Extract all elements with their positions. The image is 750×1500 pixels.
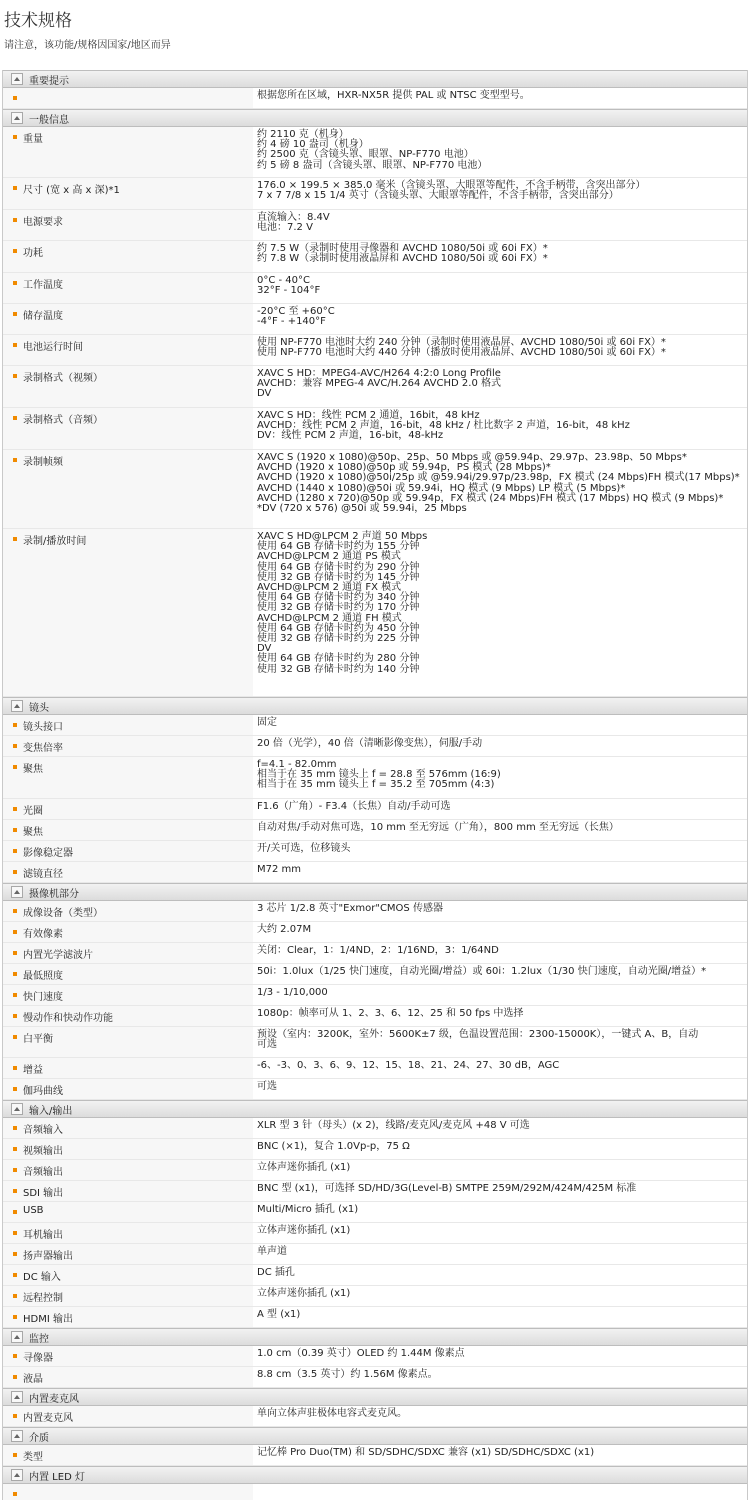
spec-row [3,127,747,178]
spec-label: 有效像素 [3,922,253,942]
spec-value-line: 直流输入：8.4V [257,212,330,223]
spec-value [253,366,747,407]
spec-row [3,862,747,883]
section-header[interactable] [3,883,747,901]
spec-label: 视频输出 [3,1139,253,1159]
spec-value-line: AVCHD：兼容 MPEG-4 AVC/H.264 AVCHD 2.0 格式 [257,378,501,390]
spec-label: 变焦倍率 [3,736,253,756]
spec-value-line: 立体声迷你插孔 (x1) [257,1162,351,1173]
spec-value-line: 50i：1.0lux（1/25 快门速度，自动光圈/增益）或 60i：1.2lux（1/30 快门速度，自动光圈/增益）* [257,966,707,977]
spec-value-line: AVCHD：线性 PCM 2 声道，16-bit，48 kHz / 杜比数字 2 声道，16-bit，48 kHz [257,420,630,432]
spec-value-line: AVCHD@LPCM 2 通道 FX 模式 [257,582,402,594]
spec-value-line: 使用 NP-F770 电池时大约 440 分钟（播放时使用液晶屏、AVCHD 1080/50i 或 60i FX）* [257,347,666,359]
spec-value-line: 使用 32 GB 存储卡时约为 225 分钟 [257,633,420,645]
spec-value-line: 立体声迷你插孔 (x1) [257,1225,351,1236]
spec-label: 功耗 [3,241,253,272]
page-note: 请注意，该功能/规格因国家/地区而异 [4,40,171,51]
section-title: 内置麦克风 [29,1393,79,1405]
collapse-arrow-icon[interactable] [11,1430,23,1442]
spec-table [2,70,748,1500]
spec-value [253,964,747,984]
spec-row [3,88,747,109]
spec-value-line: AVCHD@LPCM 2 通道 PS 模式 [257,551,401,563]
spec-value-line: 使用 64 GB 存储卡时约为 340 分钟 [257,592,420,604]
spec-value-line: 单向立体声驻极体电容式麦克风。 [257,1408,407,1419]
spec-row [3,799,747,820]
spec-value [253,1181,747,1201]
spec-value-line: 使用 64 GB 存储卡时约为 155 分钟 [257,541,420,553]
spec-value-line: 使用 64 GB 存储卡时约为 450 分钟 [257,622,420,634]
spec-label: 录制/播放时间 [3,529,253,696]
spec-value-line: 20 倍（光学），40 倍（清晰影像变焦），伺服/手动 [257,738,483,749]
spec-label: 音频输入 [3,1118,253,1138]
spec-row [3,408,747,450]
spec-label: 影像稳定器 [3,841,253,861]
collapse-arrow-icon[interactable] [11,1469,23,1481]
spec-row [3,1139,747,1160]
spec-value-line: XAVC S (1920 x 1080)@50p、25p、50 Mbps 或 @59.94p、29.97p、23.98p、50 Mbps* [257,452,687,463]
section-header[interactable] [3,1328,747,1346]
spec-value [253,529,747,696]
spec-label [3,1484,253,1500]
collapse-arrow-icon[interactable] [11,1103,23,1115]
spec-value-line: AVCHD (1280 x 720)@50p 或 59.94p，FX 模式 (24 Mbps)FH 模式 (17 Mbps) HQ 模式 (9 Mbps)* [257,492,724,504]
spec-value-line: 关闭：Clear，1：1/4ND，2：1/16ND，3：1/64ND [257,945,499,956]
spec-value [253,1307,747,1327]
spec-value-line: *DV (720 x 576) @50i 或 59.94i，25 Mbps [257,503,467,515]
section-header[interactable] [3,1388,747,1406]
spec-row [3,820,747,841]
spec-value [253,799,747,819]
spec-value [253,1367,747,1387]
spec-value-line: F1.6（广角）- F3.4（长焦）自动/手动可选 [257,801,451,812]
spec-label: 最低照度 [3,964,253,984]
spec-label: 内置麦克风 [3,1406,253,1426]
spec-label: 光圈 [3,799,253,819]
spec-row [3,922,747,943]
spec-label: 音频输出 [3,1160,253,1180]
spec-value-line: 单声道 [257,1246,287,1257]
section-title: 镜头 [29,702,49,714]
spec-value-line: 3 芯片 1/2.8 英寸"Exmor"CMOS 传感器 [257,903,443,914]
spec-value [253,210,747,240]
spec-value-line: XAVC S HD：MPEG4-AVC/H264 4:2:0 Long Profile [257,368,501,379]
section-header[interactable] [3,109,747,127]
spec-value-line: 0°C - 40°C [257,275,311,286]
spec-label: 重量 [3,127,253,177]
spec-value-line: 相当于在 35 mm 镜头上 f = 28.8 至 576mm (16:9) [257,769,501,781]
spec-label: 类型 [3,1445,253,1465]
spec-label: 工作温度 [3,273,253,303]
spec-value [253,943,747,963]
spec-value-line: 约 4 磅 10 盎司（机身） [257,139,369,151]
spec-value-line: XAVC S HD@LPCM 2 声道 50 Mbps [257,531,428,542]
spec-value [253,1079,747,1099]
spec-row [3,985,747,1006]
spec-value-line: BNC 型 (x1)，可选择 SD/HD/3G(Level-B) SMTPE 259M/292M/424M/425M 标准 [257,1183,637,1194]
spec-value [253,304,747,334]
spec-label: 内置光学滤波片 [3,943,253,963]
spec-value [253,241,747,272]
spec-label: SDI 输出 [3,1181,253,1201]
spec-label: DC 输入 [3,1265,253,1285]
spec-value-line: DV [257,388,272,400]
spec-value-line: -20°C 至 +60°C [257,306,335,317]
spec-value-line: 立体声迷你插孔 (x1) [257,1288,351,1299]
spec-label: 聚焦 [3,820,253,840]
spec-value-line: A 型 (x1) [257,1309,301,1320]
spec-value [253,736,747,756]
section-title: 内置 LED 灯 [29,1471,85,1483]
spec-value-line: AVCHD (1440 x 1080)@50i 或 59.94i，HQ 模式 (9 Mbps) LP 模式 (5 Mbps)* [257,482,626,494]
spec-value-line: 使用 64 GB 存储卡时约为 290 分钟 [257,561,420,573]
spec-row [3,1202,747,1223]
collapse-arrow-icon[interactable] [11,112,23,124]
spec-row [3,1181,747,1202]
spec-value [253,1006,747,1026]
spec-value-line: 固定 [257,717,277,728]
spec-value-line: 176.0 × 199.5 × 385.0 毫米（含镜头罩、大眼罩等配件，不含手柄带，含突出部分） [257,180,646,191]
spec-value-line: Multi/Micro 插孔 (x1) [257,1204,359,1215]
spec-row [3,241,747,273]
spec-label: 液晶 [3,1367,253,1387]
spec-value [253,820,747,840]
spec-label: 聚焦 [3,757,253,798]
spec-row [3,1058,747,1079]
spec-label: 慢动作和快动作功能 [3,1006,253,1026]
collapse-arrow-icon[interactable] [11,1331,23,1343]
spec-value-line: 大约 2.07M [257,924,312,935]
section-header[interactable] [3,1466,747,1484]
section-title: 介质 [29,1432,49,1444]
spec-value-line: 电池：7.2 V [257,222,313,234]
spec-value-line: 使用 32 GB 存储卡时约为 170 分钟 [257,602,420,614]
spec-row [3,715,747,736]
spec-value [253,862,747,882]
collapse-arrow-icon[interactable] [11,1391,23,1403]
spec-label: 录制帧频 [3,450,253,528]
spec-value-line: 记忆棒 Pro Duo(TM) 和 SD/SDHC/SDXC 兼容 (x1) SD/SDHC/SDXC (x1) [257,1447,595,1458]
spec-row [3,273,747,304]
spec-row [3,757,747,799]
spec-row [3,1244,747,1265]
spec-value-line: 可选 [257,1081,277,1092]
spec-label: 录制格式（音频） [3,408,253,449]
spec-value [253,1346,747,1366]
collapse-arrow-icon[interactable] [11,700,23,712]
spec-value-line: 自动对焦/手动对焦可选，10 mm 至无穷远（广角），800 mm 至无穷远（长焦） [257,822,619,833]
spec-value [253,1202,747,1222]
spec-value [253,1139,747,1159]
spec-value [253,1244,747,1264]
spec-value [253,757,747,798]
spec-row [3,1079,747,1100]
spec-value-line: AVCHD (1920 x 1080)@50p 或 59.94p，PS 模式 (28 Mbps)* [257,462,551,474]
spec-value [253,1265,747,1285]
spec-value-line: XAVC S HD：线性 PCM 2 通道，16bit，48 kHz [257,410,480,421]
spec-value-line: 7 x 7 7/8 x 15 1/4 英寸（含镜头罩、大眼罩等配件，不含手柄带，含突出部分） [257,190,619,202]
spec-label: 耳机输出 [3,1223,253,1243]
section-header[interactable] [3,1100,747,1118]
spec-label: 电池运行时间 [3,335,253,365]
spec-value [253,127,747,177]
spec-label: 成像设备（类型） [3,901,253,921]
spec-label: 储存温度 [3,304,253,334]
spec-row [3,304,747,335]
spec-value-line: AVCHD@LPCM 2 通道 FH 模式 [257,612,402,624]
spec-label: 寻像器 [3,1346,253,1366]
spec-value-line: f=4.1 - 82.0mm [257,759,337,770]
section-title: 监控 [29,1333,49,1345]
spec-value-line: 8.8 cm（3.5 英寸）约 1.56M 像素点。 [257,1369,438,1380]
spec-row [3,901,747,922]
spec-value [253,715,747,735]
spec-row [3,1027,747,1058]
spec-label: HDMI 输出 [3,1307,253,1327]
page-title: 技术规格 [4,11,72,31]
spec-row [3,841,747,862]
spec-value [253,1406,747,1426]
spec-row [3,1160,747,1181]
spec-value-line: 开/关可选，位移镜头 [257,843,351,854]
spec-row [3,1445,747,1466]
spec-label: 扬声器输出 [3,1244,253,1264]
spec-value-line: 约 2500 克（含镜头罩、眼罩、NP-F770 电池） [257,149,474,161]
spec-row [3,943,747,964]
section-header[interactable] [3,697,747,715]
spec-value-line: 1/3 - 1/10,000 [257,987,328,998]
spec-value-line: 1.0 cm（0.39 英寸）OLED 约 1.44M 像素点 [257,1348,465,1359]
spec-label: 快门速度 [3,985,253,1005]
spec-row [3,210,747,241]
spec-value [253,335,747,365]
spec-row [3,1286,747,1307]
spec-value-line: 约 7.5 W（录制时使用寻像器和 AVCHD 1080/50i 或 60i FX）* [257,243,548,254]
spec-value [253,1027,747,1057]
spec-row [3,366,747,408]
spec-value-line: 约 7.8 W（录制时使用液晶屏和 AVCHD 1080/50i 或 60i FX）* [257,253,548,265]
spec-row [3,1307,747,1328]
collapse-arrow-icon[interactable] [11,886,23,898]
spec-value [253,901,747,921]
section-title: 摄像机部分 [29,888,79,900]
spec-row [3,1406,747,1427]
spec-row [3,736,747,757]
spec-value-line: 可选 [257,1039,277,1051]
spec-label: 远程控制 [3,1286,253,1306]
spec-row [3,529,747,697]
spec-value [253,1160,747,1180]
spec-value-line: 预设（室内：3200K，室外：5600K±7 级，色温设置范围：2300-15000K），一键式 A、B，自动 [257,1029,699,1040]
spec-value-line: 1080p：帧率可从 1、2、3、6、12、25 和 50 fps 中选择 [257,1008,524,1019]
spec-value-line: DV：线性 PCM 2 声道，16-bit，48-kHz [257,430,444,442]
spec-label: 镜头接口 [3,715,253,735]
spec-label: 滤镜直径 [3,862,253,882]
spec-value-line: 相当于在 35 mm 镜头上 f = 35.2 至 705mm (4:3) [257,779,495,791]
spec-value-line: XLR 型 3 针（母头）(x 2)，线路/麦克风/麦克风 +48 V 可选 [257,1120,530,1131]
spec-label: 录制格式（视频） [3,366,253,407]
spec-value-line: AVCHD (1920 x 1080)@50i/25p 或 @59.94i/29.97p/23.98p，FX 模式 (24 Mbps)FH 模式(17 Mbps)* [257,472,740,484]
spec-value-line: 使用 64 GB 存储卡时约为 280 分钟 [257,653,420,665]
spec-value-line: -4°F - +140°F [257,316,326,328]
spec-value [253,1286,747,1306]
spec-row [3,335,747,366]
spec-value-line: 约 5 磅 8 盎司（含镜头罩、眼罩、NP-F770 电池） [257,159,488,171]
spec-row [3,1006,747,1027]
spec-value [253,1058,747,1078]
spec-value [253,178,747,209]
spec-value [253,985,747,1005]
spec-value-line: BNC (×1)，复合 1.0Vp-p，75 Ω [257,1141,410,1152]
spec-value-line: 根据您所在区域，HXR-NX5R 提供 PAL 或 NTSC 变型型号。 [257,90,530,101]
spec-label: 伽玛曲线 [3,1079,253,1099]
spec-value-line: M72 mm [257,864,302,875]
spec-value-line: 使用 NP-F770 电池时大约 240 分钟（录制时使用液晶屏、AVCHD 1080/50i 或 60i FX）* [257,337,666,348]
spec-value [253,408,747,449]
spec-value [253,922,747,942]
spec-value [253,1484,747,1500]
section-title: 输入/输出 [29,1105,73,1117]
spec-value-line: DV [257,643,272,655]
collapse-arrow-icon[interactable] [11,73,23,85]
spec-value [253,450,747,528]
spec-row [3,1223,747,1244]
spec-value [253,1223,747,1243]
spec-value-line: 使用 32 GB 存储卡时约为 140 分钟 [257,663,420,675]
spec-row [3,178,747,210]
spec-value-line: -6、-3、0、3、6、9、12、15、18、21、24、27、30 dB，AGC [257,1060,560,1071]
spec-value [253,88,747,108]
spec-label: 增益 [3,1058,253,1078]
spec-value [253,841,747,861]
spec-value-line: DC 插孔 [257,1267,295,1278]
spec-label: 电源要求 [3,210,253,240]
section-title: 一般信息 [29,114,69,126]
spec-value [253,1445,747,1465]
spec-row [3,1484,747,1500]
section-header[interactable] [3,70,747,88]
spec-value [253,1118,747,1138]
spec-row [3,1118,747,1139]
spec-row [3,1367,747,1388]
spec-label: 尺寸 (宽 x 高 x 深)*1 [3,178,253,209]
spec-row [3,450,747,529]
spec-value-line: 约 2110 克（机身） [257,129,349,140]
spec-value [253,273,747,303]
spec-label [3,88,253,108]
spec-label: USB [3,1202,253,1222]
section-header[interactable] [3,1427,747,1445]
section-title: 重要提示 [29,75,69,87]
spec-row [3,1346,747,1367]
spec-value-line: 32°F - 104°F [257,285,321,297]
spec-label: 白平衡 [3,1027,253,1057]
spec-value-line: 使用 32 GB 存储卡时约为 145 分钟 [257,571,420,583]
spec-row [3,964,747,985]
spec-row [3,1265,747,1286]
